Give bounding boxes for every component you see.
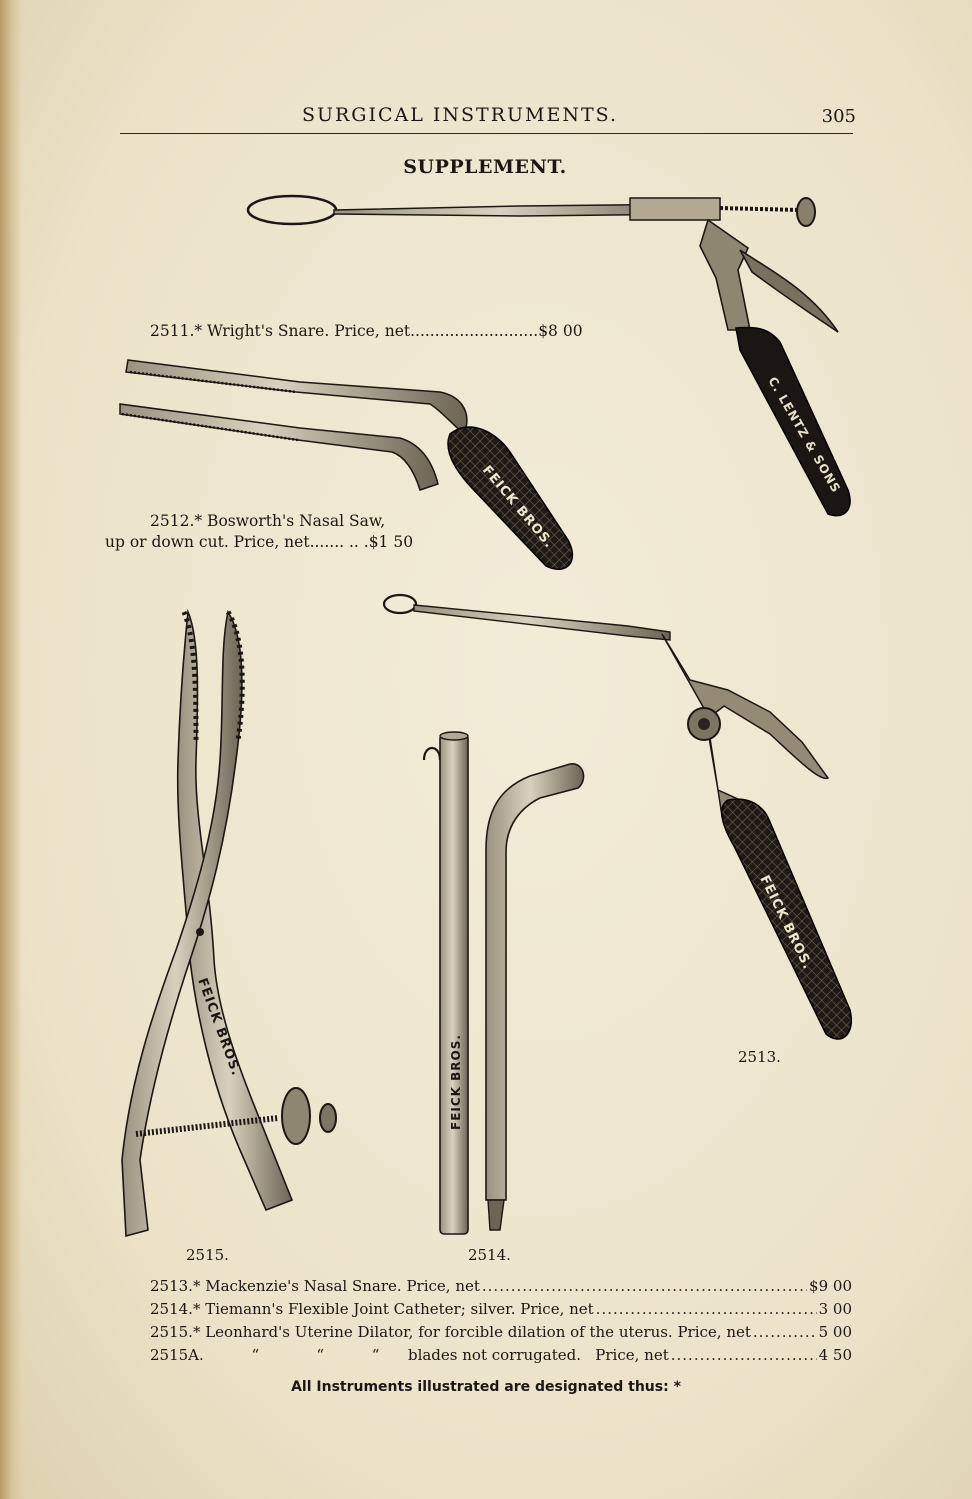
figure-label-2514: 2514. bbox=[468, 1246, 511, 1264]
price-row-description: 2515.* Leonhard's Uterine Dilator, for forcible dilation of the uterus. Price, net bbox=[150, 1323, 751, 1341]
price-row-price: 3 00 bbox=[818, 1300, 852, 1318]
bosworth-handle-label: FEICK BROS. bbox=[478, 462, 557, 552]
dot-leader bbox=[482, 1277, 807, 1295]
leonhard-arm-label: FEICK BROS. bbox=[194, 976, 244, 1079]
price-row-price: 5 00 bbox=[818, 1323, 852, 1341]
price-row-price: $9 00 bbox=[809, 1277, 852, 1295]
wright-handle-label: C. LENTZ & SONS bbox=[765, 374, 844, 496]
wright-snare-illustration bbox=[248, 196, 850, 516]
price-row-price: 4 50 bbox=[818, 1346, 852, 1364]
price-row bbox=[150, 1300, 852, 1323]
price-row bbox=[150, 1323, 852, 1346]
wright-snare-caption: 2511.* Wright's Snare. Price, net..........................$8 00 bbox=[150, 322, 583, 340]
price-row-description: 2514.* Tiemann's Flexible Joint Catheter; silver. Price, net bbox=[150, 1300, 594, 1318]
tiemann-catheter-illustration bbox=[424, 732, 584, 1234]
mackenzie-handle-label: FEICK BROS. bbox=[756, 873, 816, 973]
dot-leader bbox=[671, 1346, 817, 1364]
figure-label-2513: 2513. bbox=[738, 1048, 781, 1066]
price-row bbox=[150, 1277, 852, 1300]
price-list bbox=[150, 1277, 852, 1369]
figure-label-2515: 2515. bbox=[186, 1246, 229, 1264]
price-row bbox=[150, 1346, 852, 1369]
bosworth-saw-caption-line1: 2512.* Bosworth's Nasal Saw, bbox=[150, 512, 386, 530]
dot-leader bbox=[753, 1323, 817, 1341]
price-row-description: 2513.* Mackenzie's Nasal Snare. Price, net bbox=[150, 1277, 480, 1295]
section-title: SUPPLEMENT. bbox=[403, 156, 567, 178]
bosworth-saw-caption-line2: up or down cut. Price, net....... .. .$1 50 bbox=[105, 533, 414, 551]
running-header-title: SURGICAL INSTRUMENTS. bbox=[301, 104, 619, 126]
page-number: 305 bbox=[821, 106, 856, 127]
tiemann-tube-label: FEICK BROS. bbox=[449, 1034, 463, 1130]
dot-leader bbox=[596, 1300, 817, 1318]
price-row-description: 2515A. “ “ “ blades not corrugated. Price, net bbox=[150, 1346, 669, 1364]
footer-note: All Instruments illustrated are designated thus: * bbox=[291, 1379, 681, 1395]
leonhard-dilator-illustration bbox=[122, 612, 336, 1236]
